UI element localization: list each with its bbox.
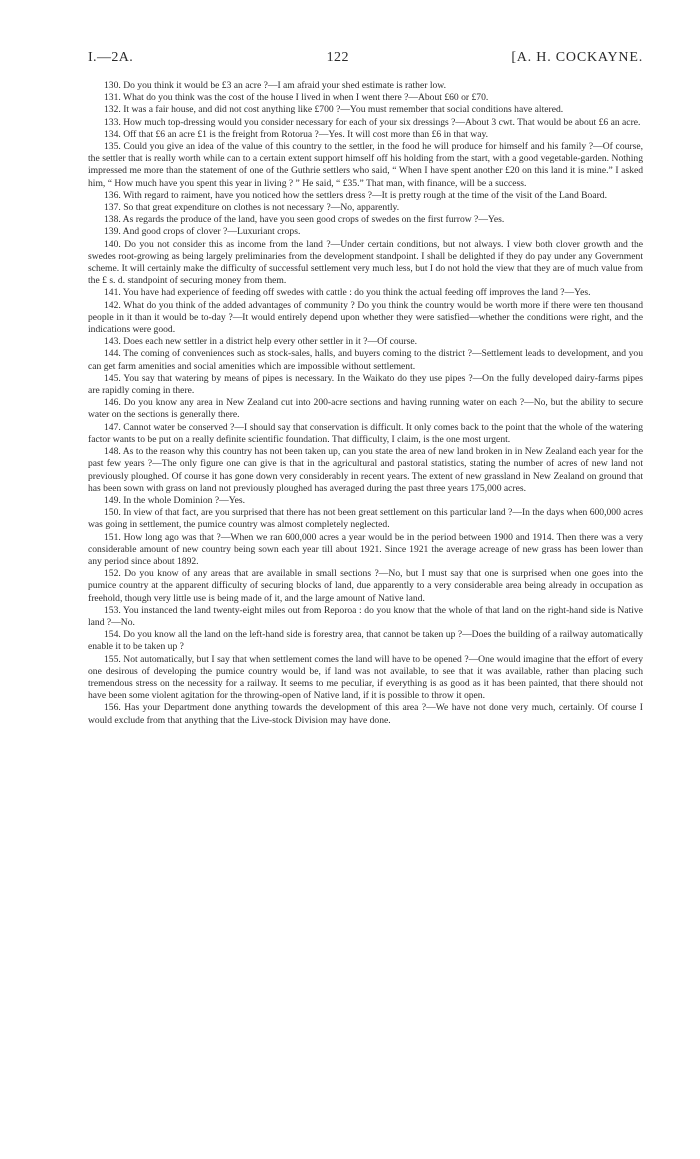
testimony-paragraph: 144. The coming of conveniences such as stock-sales, halls, and buyers coming to the district ?—Settlement leads to development, and you can get farm amenities and social amenities which are impossible without settlement. [88,348,643,372]
paper-reference: I.—2A. [88,50,134,65]
testimony-paragraph: 140. Do you not consider this as income from the land ?—Under certain conditions, but not always. I view both clover growth and the swedes root-growing as being largely preliminaries from the development standpoint. I shall be delighted if they do pay under any Government scheme. It will certainly make the difficulty of successful settlement very much less, but I do not hold the view that they are of much value from the £ s. d. standpoint of securing money from them. [88,238,643,287]
testimony-paragraph: 131. What do you think was the cost of the house I lived in when I went there ?—About £60 or £70. [104,92,489,104]
page-number: 122 [326,50,349,65]
testimony-paragraph: 152. Do you know of any areas that are available in small sections ?—No, but I must say that one is surprised when one goes into the pumice country at the apparent difficulty of securing blocks of land, due apparently to a very considerable area being already in occupation as freehold, though very little use is being made of it, and the large amount of Native land. [88,568,643,604]
testimony-paragraph: 146. Do you know any area in New Zealand cut into 200-acre sections and having running water on each ?—No, but the ability to secure water on the sections is generally there. [88,397,643,421]
testimony-paragraph: 149. In the whole Dominion ?—Yes. [104,494,246,506]
testimony-paragraph: 133. How much top-dressing would you consider necessary for each of your six dressings ?—About 3 cwt. That would be about £6 an acre. [104,116,641,128]
page-header [88,50,643,66]
testimony-paragraph: 130. Do you think it would be £3 an acre ?—I am afraid your shed estimate is rather low. [104,80,446,91]
testimony-paragraph: 135. Could you give an idea of the value of this country to the settler, in the food he will produce for himself and his family ?—Of course, the settler that is really worth while can to a certain extent support himself off his holding from the start, with a good vegetable-garden. Nothing impressed me more than the statement of one of the Guthrie settlers who said, “ When I have spent another £20 on this land it is mine.” I asked him, “ How much have you spent this year in living ? ” He said, “ £35.” That man, with finance, will be a success. [88,141,643,189]
testimony-paragraph: 132. It was a fair house, and did not cost anything like £700 ?—You must remember that social conditions have altered. [104,104,564,116]
testimony-paragraph: 156. Has your Department done anything towards the development of this area ?—We have not done very much, certainly. Of course I would exclude from that anything that the Live-stock Division may have done. [88,702,643,726]
testimony-paragraph: 143. Does each new settler in a district help every other settler in it ?—Of course. [104,336,418,348]
testimony-paragraph: 141. You have had experience of feeding off swedes with cattle : do you think the actual feeding off improves the land ?—Yes. [104,287,591,299]
testimony-paragraph: 153. You instanced the land twenty-eight miles out from Reporoa : do you know that the whole of that land on the right-hand side is Native land ?—No. [88,604,643,628]
testimony-paragraph: 147. Cannot water be conserved ?—I should say that conservation is difficult. It only comes back to the point that the whole of the watering factor wants to be put on a really definite scientific foundation. That difficulty, I claim, is the one most urgent. [88,421,643,445]
testimony-paragraph: 136. With regard to raiment, have you noticed how the settlers dress ?—It is pretty rough at the time of the visit of the Land Board. [104,189,607,201]
testimony-paragraph: 134. Off that £6 an acre £1 is the freight from Rotorua ?—Yes. It will cost more than £6 in that way. [104,128,489,140]
testimony-paragraph: 145. You say that watering by means of pipes is necessary. In the Waikato do they use pipes ?—On the fully developed dairy-farms pipes are rapidly coming in there. [88,372,643,397]
testimony-paragraph: 148. As to the reason why this country has not been taken up, can you state the area of new land broken in in New Zealand each year for the past few years ?—The only figure one can give is that in the agricultural and pastoral statistics, stating the number of acres of new land not previously ploughed. Of course it has gone down very considerably in recent years. The extent of new grassland in New Zealand on ground that has been sown with grass on land not previously ploughed has averaged during the past three years 175,000 acres. [88,446,643,494]
testimony-paragraph: 150. In view of that fact, are you surprised that there has not been great settlement on this particular land ?—In the days when 600,000 acres was going in settlement, the pumice country was almost completely neglected. [88,507,643,531]
testimony-body [88,80,643,727]
testimony-paragraph: 139. And good crops of clover ?—Luxuriant crops. [104,226,301,238]
testimony-paragraph: 137. So that great expenditure on clothes is not necessary ?—No, apparently. [104,202,400,214]
testimony-paragraph: 142. What do you think of the added advantages of community ? Do you think the country would be worth more if there were ten thousand people in it than it would be to-day ?—It would entirely depend upon whether they were satisfied—whether the conditions were right, and the indications were good. [88,299,643,336]
witness-name: [A. H. COCKAYNE. [511,50,643,65]
testimony-paragraph: 138. As regards the produce of the land, have you seen good crops of swedes on the first furrow ?—Yes. [104,214,505,226]
testimony-paragraph: 154. Do you know all the land on the left-hand side is forestry area, that cannot be taken up ?—Does the building of a railway automatically enable it to be taken up ? [88,629,643,653]
testimony-paragraph: 155. Not automatically, but I say that when settlement comes the land will have to be opened ?—One would imagine that the effort of every one desirous of developing the pumice country would be, if land was not available, to see that it was available, rather than placing such tremendous stress on the necessity for a railway. It seems to me peculiar, if everything is as good as it has been painted, that there should not have been some violent agitation for the throwing-open of Native land, if it is possible to throw it open. [88,653,643,702]
testimony-paragraph: 151. How long ago was that ?—When we ran 600,000 acres a year would be in the period between 1900 and 1914. Then there was a very considerable amount of new country being sown each year till about 1921. Since 1921 the average acreage of new grass has been lower than any period since about 1892. [88,531,643,567]
